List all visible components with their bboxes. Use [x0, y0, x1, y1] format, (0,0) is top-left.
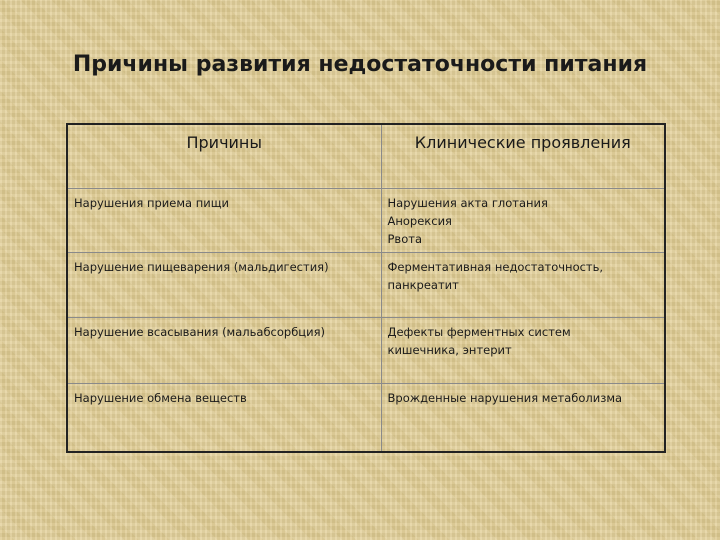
- slide-title: Причины развития недостаточности питания: [72, 52, 648, 77]
- cause-cell: Нарушения приема пищи: [67, 188, 381, 252]
- causes-table: [66, 123, 666, 453]
- manifestations-cell: [381, 383, 665, 452]
- cause-cell: Нарушение обмена веществ: [67, 383, 381, 452]
- header-causes: Причины: [67, 124, 381, 188]
- header-manifestations: Клинические проявления: [381, 124, 665, 188]
- manifestation-line: Нарушения акта глотания: [387, 195, 548, 210]
- manifestations-cell: [381, 317, 665, 383]
- cause-cell: Нарушение всасывания (мальабсорбция): [67, 317, 381, 383]
- manifestation-line: Ферментативная недостаточность,: [387, 259, 604, 274]
- manifestations-cell: [381, 252, 665, 317]
- table-row: [67, 383, 665, 452]
- manifestation-line: кишечника, энтерит: [387, 342, 512, 357]
- manifestation-line: Рвота: [387, 231, 422, 246]
- table-row: [67, 188, 665, 252]
- manifestation-line: Дефекты ферментных систем: [387, 324, 571, 339]
- cause-cell: Нарушение пищеварения (мальдигестия): [67, 252, 381, 317]
- manifestation-line: панкреатит: [387, 277, 459, 292]
- manifestation-line: Анорексия: [387, 213, 452, 228]
- table-header-row: [67, 124, 665, 188]
- table-row: [67, 317, 665, 383]
- manifestations-cell: [381, 188, 665, 252]
- table-row: [67, 252, 665, 317]
- manifestation-line: Врожденные нарушения метаболизма: [387, 390, 623, 405]
